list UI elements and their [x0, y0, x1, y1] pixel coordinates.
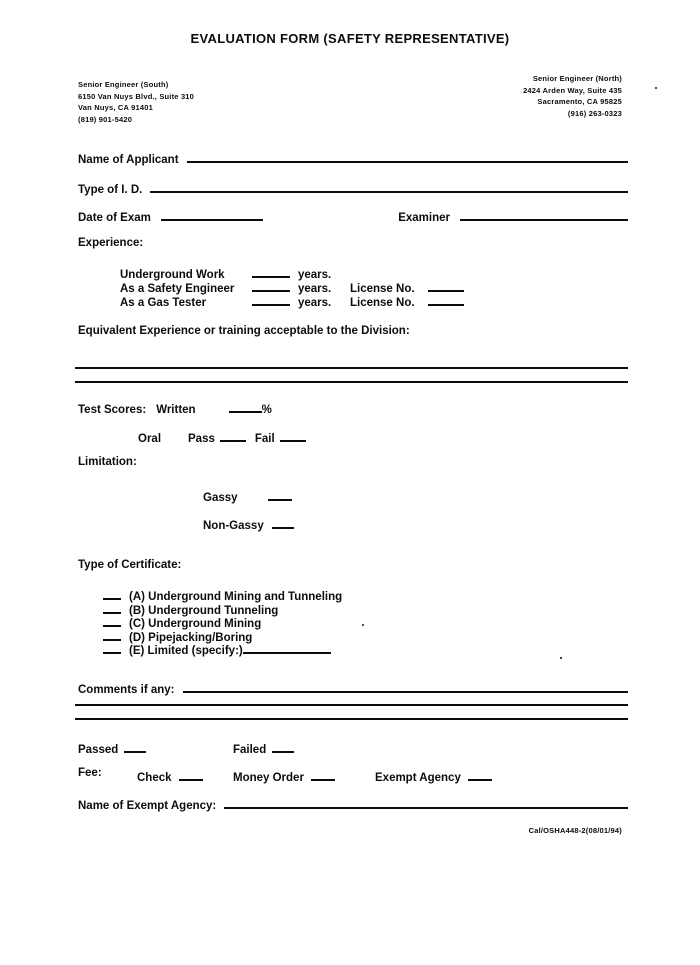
address-line: Sacramento, CA 95825 — [537, 97, 622, 106]
equivalent-blank-line-2 — [75, 381, 628, 383]
non-gassy-label: Non-Gassy — [203, 520, 264, 532]
gassy-blank — [268, 487, 292, 501]
fee-heading: Fee: — [78, 767, 102, 779]
scan-speck — [655, 87, 657, 89]
experience-row-gas-tester — [120, 292, 464, 309]
examiner-blank — [460, 207, 628, 221]
certificate-option-label: (C) Underground Mining — [129, 618, 262, 631]
certificate-option-c — [103, 615, 342, 629]
certificate-option-label: (B) Underground Tunneling — [129, 604, 279, 617]
address-line: Van Nuys, CA 91401 — [78, 103, 154, 112]
applicant-name-row — [78, 149, 628, 166]
test-scores-label: Test Scores: — [78, 404, 147, 416]
non-gassy-row — [203, 515, 294, 532]
exempt-agency-name-row — [78, 795, 628, 812]
gassy-row — [203, 487, 292, 504]
address-line: (819) 901-5420 — [78, 114, 133, 124]
exam-date-row — [78, 207, 628, 224]
passed-row — [78, 739, 146, 756]
non-gassy-blank — [272, 515, 294, 529]
limitation-heading: Limitation: — [78, 456, 137, 468]
fail-label: Fail — [254, 433, 275, 445]
percent-sign: % — [261, 404, 272, 416]
applicant-name-label: Name of Applicant — [78, 154, 179, 166]
money-order-label: Money Order — [233, 772, 304, 784]
type-of-id-label: Type of I. D. — [78, 184, 143, 196]
written-label: Written — [156, 404, 196, 416]
certificate-options-list — [103, 588, 342, 656]
check-label: Check — [137, 772, 172, 784]
date-of-exam-label: Date of Exam — [78, 212, 151, 224]
certificate-option-label: (E) Limited (specify:) — [129, 645, 243, 658]
exempt-agency-blank — [468, 767, 492, 781]
license-no-label: License No. — [350, 283, 415, 295]
type-of-id-row — [78, 179, 628, 196]
equivalent-experience-heading: Equivalent Experience or training acceptable to the Division: — [78, 325, 410, 337]
examiner-label: Examiner — [398, 212, 450, 224]
certificate-option-b — [103, 602, 342, 616]
certificate-option-blank — [103, 629, 121, 641]
comments-blank-line-2 — [75, 718, 628, 720]
test-scores-row — [78, 399, 272, 416]
address-line: 6150 Van Nuys Blvd., Suite 310 — [78, 91, 195, 101]
comments-blank-line-0 — [183, 679, 629, 693]
license-no-label: License No. — [350, 297, 415, 309]
date-of-exam-blank — [161, 207, 263, 221]
license-no-blank — [428, 278, 464, 292]
exempt-agency-name-blank — [224, 795, 628, 809]
address-line: 2424 Arden Way, Suite 435 — [523, 85, 622, 95]
certificate-option-d — [103, 629, 342, 643]
failed-label: Failed — [233, 744, 267, 756]
years-blank — [252, 264, 290, 278]
address-line: Senior Engineer (South) — [78, 80, 169, 89]
failed-row — [233, 739, 294, 756]
page-title: EVALUATION FORM (SAFETY REPRESENTATIVE) — [190, 31, 510, 46]
years-blank — [252, 278, 290, 292]
scan-speck — [362, 624, 364, 626]
certificate-option-label: (A) Underground Mining and Tunneling — [129, 591, 343, 603]
fee-check-group — [137, 767, 203, 784]
exempt-agency-label: Exempt Agency — [375, 772, 461, 784]
gassy-label: Gassy — [203, 492, 238, 504]
fee-money-order-group — [233, 767, 335, 784]
passed-blank — [124, 739, 146, 753]
equivalent-blank-line-1 — [75, 367, 628, 369]
money-order-blank — [311, 767, 335, 781]
office-address-south — [78, 79, 194, 125]
comments-blank-line-1 — [75, 704, 628, 706]
office-address-north — [523, 73, 622, 119]
written-score-blank — [229, 399, 262, 413]
address-line: Senior Engineer (North) — [532, 74, 622, 83]
years-blank — [252, 292, 290, 306]
certificate-option-blank — [103, 615, 121, 627]
comments-row — [78, 679, 628, 696]
experience-heading: Experience: — [78, 237, 144, 249]
scan-speck — [560, 657, 562, 659]
pass-blank — [220, 428, 246, 442]
certificate-option-blank — [103, 602, 121, 614]
applicant-name-blank — [187, 149, 628, 163]
experience-label: Underground Work — [120, 269, 225, 281]
oral-score-row — [138, 428, 306, 445]
check-blank — [179, 767, 203, 781]
address-line: (916) 263-0323 — [567, 108, 622, 118]
certificate-option-blank — [103, 588, 121, 600]
years-label: years. — [298, 269, 332, 281]
certificate-option-label: (D) Pipejacking/Boring — [129, 631, 253, 644]
pass-label: Pass — [188, 433, 215, 445]
experience-label: As a Safety Engineer — [120, 283, 235, 295]
exempt-agency-name-label: Name of Exempt Agency: — [78, 800, 217, 812]
license-no-blank — [428, 292, 464, 306]
fee-exempt-agency-group — [375, 767, 492, 784]
failed-blank — [272, 739, 294, 753]
form-number: Cal/OSHA448-2(08/01/94) — [528, 826, 622, 835]
type-of-id-blank — [150, 179, 628, 193]
years-label: years. — [298, 283, 332, 295]
limited-specify-blank — [243, 642, 331, 654]
passed-label: Passed — [78, 744, 119, 756]
oral-label: Oral — [138, 433, 162, 445]
certificate-option-blank — [103, 642, 121, 654]
years-label: years. — [298, 297, 332, 309]
experience-label: As a Gas Tester — [120, 297, 207, 309]
fail-blank — [280, 428, 306, 442]
certificate-option-e — [103, 642, 342, 656]
certificate-option-a — [103, 588, 342, 602]
comments-label: Comments if any: — [78, 684, 175, 696]
certificate-heading: Type of Certificate: — [78, 559, 182, 571]
